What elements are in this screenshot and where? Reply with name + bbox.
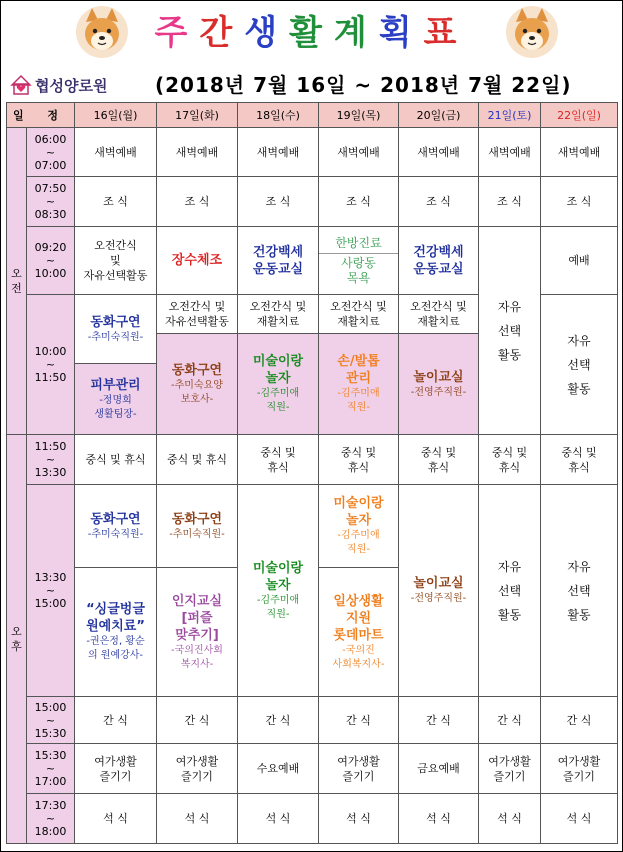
- staff-name: -추미숙직원-: [169, 528, 225, 540]
- cell-thu-morning: [319, 295, 399, 435]
- storytelling: 동화구연: [90, 314, 141, 330]
- cell-dinner: 석 식: [75, 794, 157, 844]
- storytelling: 동화구연: [171, 362, 223, 378]
- cell-free-activity: 자유 선택 활동: [541, 485, 618, 697]
- cell-dawn-worship: 새벽예배: [75, 128, 157, 177]
- cell-leisure: 여가생활 즐기기: [479, 744, 541, 794]
- cell-mon-afternoon: [75, 485, 157, 697]
- time-slot: 15:30 ~ 17:00: [27, 744, 75, 794]
- cell-snack: 간 식: [399, 697, 479, 744]
- cell-fri-afternoon: [399, 485, 479, 697]
- am-snack-rehab: 오전간식 및 재활치료: [319, 295, 398, 334]
- staff-name: -추미숙직원-: [87, 331, 144, 343]
- cell-lunch: 중식 및 휴식: [541, 435, 618, 485]
- cell-wed-worship: 수요예배: [238, 744, 319, 794]
- header-sat: 21일(토): [479, 103, 541, 128]
- cell-snack: 간 식: [319, 697, 399, 744]
- cell-dawn-worship: 새벽예배: [319, 128, 399, 177]
- time-slot: 10:00 ~ 11:50: [27, 295, 75, 435]
- time-slot: 07:50 ~ 08:30: [27, 177, 75, 227]
- cell-tue-morning: [157, 295, 238, 435]
- cell-snack: 간 식: [75, 697, 157, 744]
- time-slot: 15:00 ~ 15:30: [27, 697, 75, 744]
- pm-label: 오 후: [7, 435, 27, 844]
- header-row: [7, 103, 618, 128]
- org-logo: [10, 72, 107, 98]
- org-name: 협성양로원: [35, 76, 108, 95]
- cell-wed-morning: [238, 295, 319, 435]
- cell-dinner: 석 식: [399, 794, 479, 844]
- cell-breakfast: 조 식: [541, 177, 618, 227]
- staff-name: -권은정, 황순 의 원예강사-: [86, 636, 145, 661]
- staff-name: -전영주직원-: [410, 386, 467, 398]
- cell-dinner: 석 식: [479, 794, 541, 844]
- cell-lunch: 중식 및 휴식: [479, 435, 541, 485]
- staff-name: -국의진사회 복지사-: [171, 644, 223, 670]
- cell-lunch: 중식 및 휴식: [319, 435, 399, 485]
- staff-name: -김주미애 직원-: [337, 388, 380, 413]
- cognitive-class: 인지교실 [퍼즐 맞추기]: [171, 593, 223, 643]
- cell-lunch: 중식 및 휴식: [238, 435, 319, 485]
- staff-name: -정명희 생활팀장-: [94, 394, 137, 420]
- title-char: 주: [154, 13, 200, 53]
- storytelling: 동화구연: [90, 511, 141, 527]
- header-fri: 20일(금): [399, 103, 479, 128]
- cell-breakfast: 조 식: [157, 177, 238, 227]
- title-char: 간: [199, 13, 245, 53]
- cell-thu-morning: [319, 227, 399, 295]
- art-class: 미술이랑 놀자: [252, 354, 304, 386]
- cell-worship: 예배: [541, 227, 618, 295]
- cell-am-snack-activity: 오전간식 및 자유선택활동: [75, 227, 157, 295]
- title-char: 표: [423, 13, 469, 53]
- cell-leisure: 여가생활 즐기기: [157, 744, 238, 794]
- staff-name: -추미숙요양 보호사-: [171, 379, 223, 405]
- staff-name: -전영주직원-: [410, 593, 467, 604]
- cell-free-activity: 자유 선택 활동: [479, 227, 541, 435]
- staff-name: -김주미애 직원-: [337, 530, 380, 555]
- play-class: 놀이교실: [413, 369, 464, 385]
- cell-dawn-worship: 새벽예배: [541, 128, 618, 177]
- weekly-schedule-table: [6, 102, 618, 844]
- time-slot: 09:20 ~ 10:00: [27, 227, 75, 295]
- art-class: 미술이랑 놀자: [252, 560, 304, 593]
- cell-breakfast: 조 식: [399, 177, 479, 227]
- cell-dawn-worship: 새벽예배: [238, 128, 319, 177]
- am-snack-rehab: 오전간식 및 재활치료: [238, 295, 318, 334]
- cell-snack: 간 식: [238, 697, 319, 744]
- header-thu: 19일(목): [319, 103, 399, 128]
- heart-house-icon: [10, 74, 32, 96]
- header-schedule: 일 정: [7, 103, 75, 128]
- cell-free-activity: 자유 선택 활동: [479, 485, 541, 697]
- cell-dawn-worship: 새벽예배: [479, 128, 541, 177]
- time-slot: 11:50 ~ 13:30: [27, 435, 75, 485]
- title-char: 활: [289, 13, 334, 53]
- cell-health-exercise: 건강백세 운동교실: [238, 227, 319, 295]
- time-slot: 17:30 ~ 18:00: [27, 794, 75, 844]
- staff-name: -추미숙직원-: [87, 528, 144, 540]
- cell-leisure: 여가생활 즐기기: [75, 744, 157, 794]
- am-snack-activity: 오전간식 및 자유선택활동: [157, 295, 237, 334]
- cell-lunch: 중식 및 휴식: [157, 435, 238, 485]
- staff-name: -김주미애 직원-: [256, 594, 300, 620]
- time-slot: 06:00 ~ 07:00: [27, 128, 75, 177]
- cell-mon-morning: [75, 295, 157, 435]
- cell-health-exercise: 건강백세 운동교실: [399, 227, 479, 295]
- storytelling: 동화구연: [171, 511, 223, 527]
- cell-leisure: 여가생활 즐기기: [541, 744, 618, 794]
- cell-longevity-exercise: 장수체조: [157, 227, 238, 295]
- header-mon: 16일(월): [75, 103, 157, 128]
- cell-free-activity: 자유 선택 활동: [541, 295, 618, 435]
- cell-fri-worship: 금요예배: [399, 744, 479, 794]
- cell-dawn-worship: 새벽예배: [399, 128, 479, 177]
- cell-thu-afternoon: [319, 485, 399, 697]
- cell-snack: 간 식: [541, 697, 618, 744]
- daily-life-support: 일상생활 지원 롯데마트: [333, 593, 384, 643]
- cell-leisure: 여가생활 즐기기: [319, 744, 399, 794]
- cell-dinner: 석 식: [319, 794, 399, 844]
- am-label: 오 전: [7, 128, 27, 435]
- header-sun: 22일(일): [541, 103, 618, 128]
- play-class: 놀이교실: [413, 576, 464, 591]
- cell-breakfast: 조 식: [479, 177, 541, 227]
- cell-tue-afternoon: [157, 485, 238, 697]
- cell-breakfast: 조 식: [319, 177, 399, 227]
- cell-snack: 간 식: [157, 697, 238, 744]
- cell-dinner: 석 식: [157, 794, 238, 844]
- cell-breakfast: 조 식: [238, 177, 319, 227]
- staff-name: -국의진 사회복지사-: [332, 644, 385, 670]
- title-char: 계: [333, 13, 379, 53]
- cell-lunch: 중식 및 휴식: [75, 435, 157, 485]
- horticulture-therapy: “싱글벙글 원예치료”: [86, 602, 145, 634]
- header-wed: 18일(수): [238, 103, 319, 128]
- title-char: 생: [244, 13, 290, 53]
- cell-lunch: 중식 및 휴식: [399, 435, 479, 485]
- page-title: [0, 4, 623, 62]
- bath-time: 사랑동 목욕: [341, 255, 376, 285]
- schedule-period: (2018년 7월 16일 ~ 2018년 7월 22일): [155, 73, 572, 97]
- header-tue: 17일(화): [157, 103, 238, 128]
- cell-dinner: 석 식: [541, 794, 618, 844]
- cell-wed-afternoon: [238, 485, 319, 697]
- oriental-clinic: 한방진료: [319, 234, 398, 254]
- cell-breakfast: 조 식: [75, 177, 157, 227]
- staff-name: -김주미애 직원-: [256, 388, 300, 413]
- art-class: 미술이랑 놀자: [333, 496, 384, 528]
- am-snack-rehab: 오전간식 및 재활치료: [399, 295, 478, 334]
- cell-snack: 간 식: [479, 697, 541, 744]
- time-slot: 13:30 ~ 15:00: [27, 485, 75, 697]
- cell-dinner: 석 식: [238, 794, 319, 844]
- skin-care: 피부관리: [90, 377, 141, 393]
- nail-care: 손/발톱 관리: [337, 354, 380, 386]
- cell-fri-morning: [399, 295, 479, 435]
- title-char: 획: [378, 13, 424, 53]
- cell-dawn-worship: 새벽예배: [157, 128, 238, 177]
